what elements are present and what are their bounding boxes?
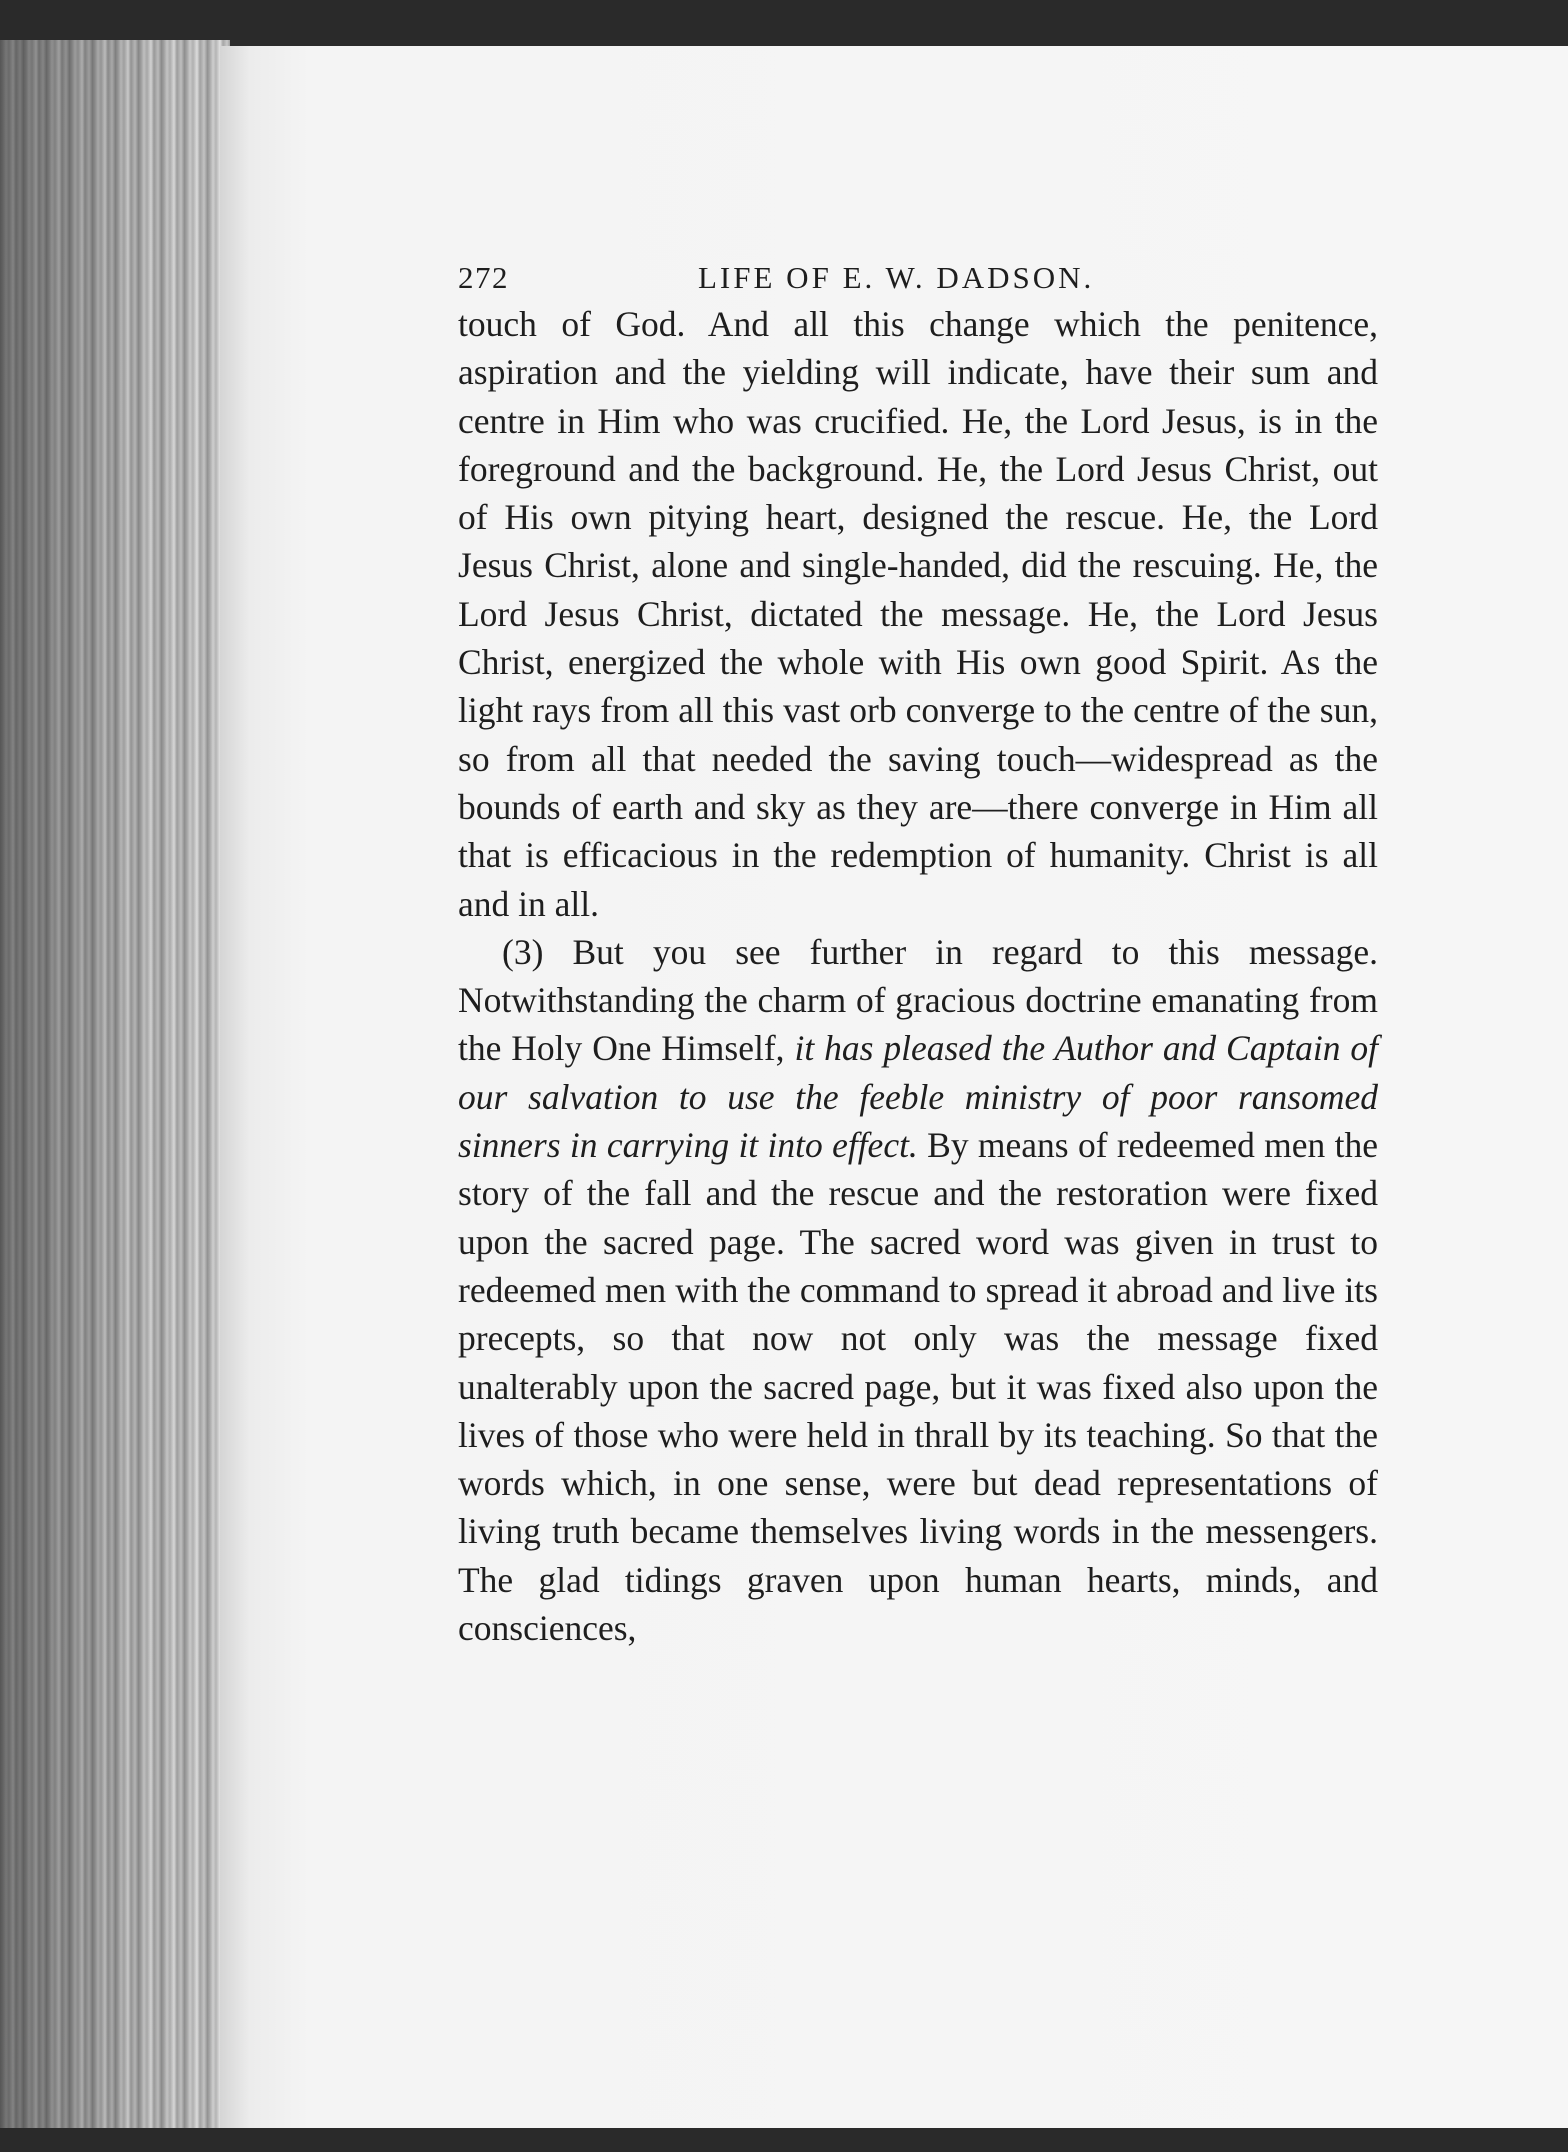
scan-border-top [0, 0, 1568, 40]
paragraph-2 [458, 928, 1378, 1652]
paragraph-1 [458, 300, 1378, 928]
page-number: 272 [458, 260, 509, 295]
running-title: LIFE OF E. W. DADSON. [698, 260, 1095, 295]
page-text-block [458, 254, 1378, 1652]
paragraph-2-rest: By means of redeemed men the story of the fall and the rescue and the restoration were fixed upon the sacred page. The sacred word was given in trust to redeemed men with the command to spread it abroad and live its precepts, so that now not only was the message fixed unalterably upon the sacred page, but it was fixed also upon the lives of those who were held in thrall by its teaching. So that the words which, in one sense, were but dead representations of living truth became themselves living words in the messengers. The glad tidings graven upon human hearts, minds, and consciences, [458, 1125, 1378, 1649]
scan-border-bottom [0, 2128, 1568, 2152]
book-page-edges-shade [0, 40, 230, 2130]
paragraph-2-lead: (3) But you see further in regard to this message. Notwithstanding the charm of gracious doctrine emanating from the Holy One Himself, [458, 931, 1378, 1069]
running-head [458, 254, 1378, 300]
paragraph-1-text: touch of God. And all this change which the penitence, aspiration and the yielding will indicate, have their sum and centre in Him who was crucified. He, the Lord Jesus, is in the foreground and the background. He, the Lord Jesus Christ, out of His own pitying heart, designed the rescue. He, the Lord Jesus Christ, alone and single-handed, did the rescuing. He, the Lord Jesus Christ, dictated the message. He, the Lord Jesus Christ, energized the whole with His own good Spirit. As the light rays from all this vast orb converge to the centre of the sun, so from all that needed the saving touch—widespread as the bounds of earth and sky as they are—there converge in Him all that is efficacious in the redemption of humanity. Christ is all and in all. [458, 304, 1378, 924]
paragraph-2-italic: it has pleased the Author and Captain of our salvation to use the feeble ministry of poor ransomed sinners in carrying it into effect. [458, 1028, 1378, 1166]
